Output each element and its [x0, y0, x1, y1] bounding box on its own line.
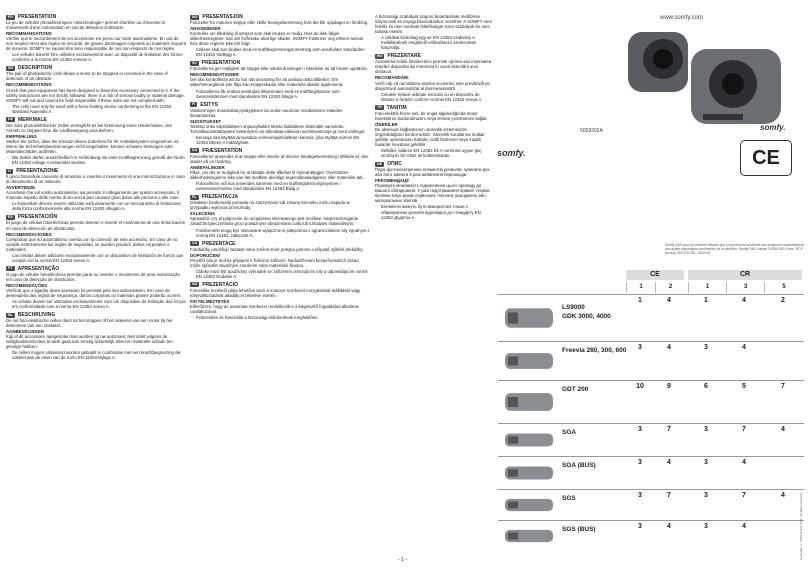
section-title: TANITIM	[386, 104, 407, 111]
section-body: Le jeu de cellules photoélectriques «Sitechnologie» permet d'arrêter ou d'inverser le mouvement d'une motorisation en cas de détection d'obstacle.	[6, 20, 166, 31]
language-code: PT	[8, 266, 13, 271]
section-title: PRÉSENTATION	[17, 14, 57, 20]
note-text: Fotocellerna får endast användas tillsammans med en kraftbegränsare som överensstämmer med standarden EN 12453 bilaga A.	[195, 88, 340, 99]
product-thumbnail	[500, 523, 560, 549]
row-value: 1	[638, 297, 642, 304]
section-body: Det ska kontrolleras att du har rätt utrustning för att ansluta detta tillbehör. Om säkerhetsreglerna inte följs kan kroppsskador eller materiella skador uppkomma.	[190, 77, 344, 88]
subheading: ANBEFALINGER	[190, 165, 225, 171]
warning-note	[375, 204, 493, 219]
subheading: RECOMMANDATIONS	[6, 31, 52, 37]
section-title: PREZENTACJA	[201, 194, 239, 201]
section-body: Accertarsi che sul vostro automatismo sia previsto il collegamento per questo accessorio. Il mancato rispetto delle norme di sicurezza può causare gravi danni alle persone o alle cose.	[6, 190, 180, 201]
note-text: Felszerelés és használat a biztonsági előírásoknak megfelelően.	[195, 315, 319, 321]
section-body: Пара фотоелектричних елементів дозволяє зупинити рух або його змінити в разі виявлення перешкоди.	[375, 167, 490, 178]
hand-icon: ☞	[190, 181, 194, 187]
section-body: Prověřit zda je možné připojení k řídicímu zařízení. Nedodržování bezpečnostních zásad může způsobit závažným zraněním nebo materiální škodou.	[190, 257, 359, 268]
language-code: ES	[8, 214, 13, 219]
hand-icon: ☞	[6, 103, 10, 109]
section-body: Der Satz photoelektrischer Zellen ermöglicht es bei Erkennung eines Hindernisses, den Antrieb zu stoppen bzw. die Laufbewegung umzukehren.	[6, 122, 173, 133]
row-value: 1	[704, 297, 708, 304]
section-body: Fotocellerna ger möjlighet att stoppa eller vända drivningen i händelse av att hinder upptäcks.	[190, 66, 368, 72]
subheading: FIGYELMEZTETÉS	[190, 298, 230, 304]
warning-note	[6, 104, 186, 114]
product-name: LS9000 GDK 3000, 4000	[562, 304, 611, 320]
language-code: IT	[8, 168, 12, 173]
page-number: - 1 -	[398, 557, 407, 563]
language-code: UK	[377, 161, 383, 166]
warning-note	[190, 269, 370, 279]
section-title: APRESENTAÇÃO	[17, 265, 60, 272]
subheading: REKOMMENDATIONER	[190, 72, 239, 78]
hand-icon: ☞	[6, 299, 10, 305]
ce-mark: CE	[740, 140, 792, 176]
row-value: 4	[667, 297, 671, 304]
row-value: 3	[638, 492, 642, 499]
language-code: DA	[192, 148, 198, 153]
language-section	[375, 14, 493, 50]
subheading: EMPFEHLUNG	[6, 133, 37, 139]
section-body: Ansamblul celule fotoelectrice permite oprirea sau inversarea mişcării dispozitivului motorizat în cazul detectării unui obstacol.	[375, 59, 492, 75]
row-value: 3	[638, 459, 642, 466]
column-number: 2	[655, 282, 685, 293]
note-text: Cellene skal kun brukes med en kraftbegrensningsinnretning som overholder standarden EN 12453 Vedlegg A.	[195, 47, 365, 58]
section-body: Check that your equipment has been designed to have this accessory connected to it. If the safety instructions are not strictly followed, there is a risk of serious bodily or material damage. SOMFY will not and cannot be held responsible if these rules are not complied with.	[6, 87, 185, 103]
language-code: SV	[192, 60, 197, 65]
row-value: 3	[704, 523, 708, 530]
group-cr: CR	[688, 270, 802, 280]
language-section	[6, 117, 186, 165]
language-section	[375, 161, 493, 219]
warning-note	[190, 228, 370, 238]
hand-icon: ☞	[6, 201, 10, 207]
section-body: De set foto-elektrische cellen dient tot het stoppen of het omkeren van een motor bij het detecteren van een obstakel.	[6, 318, 173, 329]
language-section	[190, 282, 370, 320]
row-value: 2	[781, 297, 785, 304]
row-value: 4	[742, 344, 746, 351]
section-body: Kijk of dit accessoire aangesloten kan worden op uw automaat. Niet strikt volgens de veiligheidsinstructies te werk gaan kan ernstig lichamelijk letsel en materiële schade ten gevolge hebben.	[6, 334, 173, 350]
language-code: CS	[192, 241, 197, 246]
warning-note	[6, 201, 186, 211]
row-value: 3	[704, 344, 708, 351]
row-value: 9	[667, 383, 671, 390]
somfy-logo-secondary: somfy.	[497, 148, 526, 158]
section-title: PREZENTACE	[202, 240, 236, 247]
warning-note	[375, 35, 493, 50]
section-body: O jogo de células fotoeléctricas permite parar ou inverter o movimento de uma motorização em caso de detecção de obstáculos.	[6, 271, 180, 282]
hand-icon: ☞	[375, 148, 379, 154]
section-title: PRESENTAZIONE	[16, 168, 59, 175]
section-title: MERKMALE	[18, 116, 47, 123]
product-thumbnail	[500, 459, 560, 487]
section-body: Verifi caţi că racordarea acestui accesoriu este prevăzută pe dispozitivul automatizat al dumneavoastră.	[375, 80, 490, 91]
somfy-logo: somfy.	[760, 123, 786, 132]
language-code: NL	[8, 312, 13, 317]
product-thumbnail	[500, 297, 560, 339]
hand-icon: ☞	[6, 350, 10, 356]
row-value: 10	[636, 383, 644, 390]
section-body: Fotocellerne anvendes til at stoppe eller ændre af drivens bevægelsesretning i tilfælde af, den støder på en hindring.	[190, 153, 369, 164]
section-body: Bu aksesuar bağlantısının otomatik sisteminizde öngörüldüğünü kontrol ediniz. Güvenlik kurallarına mutlak şekilde uyulmaması halinde, ciddi bedensel veya maddi hasarlar meydana gelebilir.	[375, 126, 485, 147]
section-body: Fotocellás érzékelő párja lehetővé teszi a motoros szerkezet mozgásának leállítását vagy irányváltoztatását akadály érzékelése esetén.	[190, 287, 361, 298]
section-title: ОПИС	[387, 161, 402, 168]
language-code: PL	[192, 194, 197, 199]
language-code: HU	[192, 282, 198, 287]
language-code: DE	[8, 117, 13, 122]
language-section	[190, 194, 370, 237]
row-value: 3	[638, 426, 642, 433]
subheading: РЕКОМЕНДАЦІЇ	[375, 178, 409, 184]
language-section	[6, 214, 186, 262]
hand-icon: ☞	[190, 315, 194, 321]
subheading: ZALECENIA	[190, 211, 216, 217]
section-body: Ellenőrizze, hogy az automata szerkezet rendelkezik-e a kiegészítő fogadására alkalmas csatlakozóval.	[190, 304, 359, 315]
language-section	[190, 102, 370, 145]
table-row	[498, 423, 804, 456]
product-name: SGS (BUS)	[562, 526, 596, 533]
language-section	[6, 266, 186, 309]
row-value: 3	[638, 344, 642, 351]
warning-note	[6, 350, 186, 360]
warning-note	[6, 299, 186, 309]
hand-icon: ☞	[190, 88, 194, 94]
section-title: PRESENTASJON	[202, 14, 243, 20]
subheading: RECOMANDĂRI	[375, 75, 409, 81]
hand-icon: ☞	[6, 252, 10, 258]
row-value: 7	[667, 492, 671, 499]
hand-icon: ☞	[6, 52, 10, 58]
product-thumbnail	[500, 383, 560, 421]
warning-note	[6, 253, 186, 263]
hand-icon: ☞	[190, 227, 194, 233]
warning-note	[375, 92, 493, 102]
note-text: A cellákat kizárólag egy az EN 12453 szabvány A mellékletének megfelelő erőkorlátozó szerkezettel használja.	[380, 35, 476, 51]
column-1	[6, 14, 186, 562]
section-body: Verificar que a ligação deste acessório foi prevista pelo seu automatismo. Em caso de desrespeito das regras de segurança, danos corporais ou materiais graves poderão ocorrer.	[6, 287, 182, 299]
table-row	[498, 380, 804, 423]
row-value: 3	[704, 492, 708, 499]
table-row	[498, 489, 804, 520]
table-row	[498, 341, 804, 380]
compatibility-table	[498, 270, 804, 551]
row-value: 4	[742, 297, 746, 304]
section-body: A biztonsági szabályok szigorú betartásának mellőzése súlyos testi és anyagi károsodáshoz vezethet. A SOMFY nem felelős és nem vonható felelősségre ezen szabályok be nem tartása esetén.	[375, 14, 492, 35]
subheading: DOPORUČENÍ	[190, 252, 220, 258]
section-body: The pair of photoelectric cells allows a motor to be stopped or reversed in the case of detection of an obstacle.	[6, 71, 168, 82]
note-text: As células devem ser utilizadas exclusivamente com um dispositivo de limitação das forças em conformidade com a norma EN 12453 Anexo A.	[11, 299, 186, 310]
hand-icon: ☞	[190, 47, 194, 53]
warning-note	[375, 148, 493, 158]
note-text: Fotokomórki mogą być stosowane wyłącznie w połączeniu z ogranicznikiem siły zgodnym z normą EN 12453, załącznik A.	[195, 227, 370, 238]
warning-note	[190, 47, 370, 57]
section-body: Tarkista onko käyttölaitteen ohjausyksikkö tämän lisälaitteen liitännälle varustettu. Turvallisuusmääräysten laiminlyönti voi aiheuttaa vakavia ruumiinvammoja ja muut vahingot.	[190, 123, 366, 134]
subheading: AVVERTENZE	[6, 185, 36, 191]
product-name: GDT 200	[562, 386, 589, 393]
note-text: Fotocellerne må kun anvendes sammen med en kraftbegrænsningssystem i overensstemmelse med standarden EN 12453 Bilag A.	[195, 181, 341, 192]
section-title: PRESENTACIÓN	[17, 214, 58, 221]
section-title: DESCRIPTION	[18, 65, 53, 72]
row-value: 7	[742, 426, 746, 433]
section-title: PREZENTARE	[387, 53, 421, 60]
subheading: SUOSITUKSET	[190, 118, 222, 124]
hand-icon: ☞	[190, 268, 194, 274]
column-3	[375, 14, 493, 562]
column-number: 5	[764, 282, 803, 293]
language-section	[190, 14, 370, 57]
section-body: Fotoceller for motoren stoppe eller skifte bevegelsesretning hvis det blir oppdaget en hindring.	[190, 20, 369, 25]
language-section	[6, 168, 186, 211]
hand-icon: ☞	[6, 155, 10, 161]
section-body: Stellen Sie sicher, dass der Einsatz dieses Zubehörs für Ihr Antriebssystem vorgesehen ist. Wenn die Sicherheitsbestimmungen nicht eingehalten, können schwere Störungen oder Materialschäden auftreten.	[6, 138, 180, 154]
warning-note	[190, 135, 370, 145]
section-body: Kontroller om tilkobling til utstyret som skal brukes er mulig. Hvis du ikke følger sikkerhetsreglene, kan det forårsake alvorlige skader. SOMFY fraskriver seg ethvert ansvar hvis disse reglene ikke blir fulgt.	[190, 31, 364, 47]
row-value: 4	[742, 459, 746, 466]
section-title: BESCHRIJVING	[17, 312, 56, 319]
language-code: FR	[8, 14, 13, 19]
subheading: AANBEVELINGEN	[6, 329, 45, 335]
language-code: FI	[192, 102, 196, 107]
row-value: 3	[704, 426, 708, 433]
language-section	[6, 14, 186, 62]
product-name: SGA (BUS)	[562, 462, 596, 469]
product-thumbnail	[500, 426, 560, 454]
row-value: 6	[704, 383, 708, 390]
note-text: Sellüller, sadece EN 12453 Ek A normuna uygun güç sınırlayıcı bir cihaz ile kullanılmalıdır.	[380, 148, 482, 159]
hand-icon: ☞	[190, 134, 194, 140]
warning-note	[6, 52, 186, 62]
column-number: 1	[688, 282, 726, 293]
product-name: Freevia 280, 300, 600	[562, 347, 627, 354]
subheading: RECOMENDACIONES	[6, 231, 52, 237]
row-value: 7	[742, 492, 746, 499]
table-row	[498, 520, 804, 551]
note-text: De cellen mogen uitsluitend worden gebruikt in combinatie met een krachtbegrenzing die voldoet aan de eisen van de norm EN 12453 Bijlage A.	[11, 350, 181, 361]
section-body: El juego de células fotoeléctricas permite detener o invertir el movimiento de una motorización en caso de detección de obstáculos.	[6, 220, 186, 231]
language-section	[190, 241, 370, 279]
note-text: The cells must only be used with a force limiting device conforming to the EN 12453 standard Appendix A.	[11, 103, 172, 114]
note-text: Die Zellen dürfen ausschließlich in Verbindung mit einer Kraftbegrenzung gemäß der Norm EN 12453 Anlage A verwendet werden.	[11, 155, 185, 166]
section-body: Sprawdzić czy przyłączenie do urządzenia sterowanego jest możliwe. Nieprzestrzeganie zasad bezpieczeństwa grozi poważnymi obrażeniami ciała lub szkodami materialnymi.	[190, 216, 359, 227]
hand-icon: ☞	[375, 91, 379, 97]
product-name: SGA	[562, 429, 577, 436]
section-body: Comprobar que su automatismo cuenta con la conexión de este accesorio. En caso de no cumplir estrictamente las reglas de seguridad, se pueden producir daños corporales o materiales.	[6, 236, 178, 252]
section-title: PRÆSENTATION	[202, 147, 243, 154]
note-text: Celulele trebuie utilizate exclusiv cu un dispozitiv de limitare a forţelor conform normei EN 12453 Anexa A.	[380, 91, 483, 102]
product-name: SGS	[562, 495, 576, 502]
language-section	[6, 65, 186, 113]
row-value: 4	[667, 459, 671, 466]
warning-note	[190, 315, 370, 320]
subheading: ÖNERİLER	[375, 121, 398, 127]
section-body: Działanie fotokomórki pozwala na zatrzymanie lub zmianę kierunku ruchu napędu w przypadku wykrycia przeszkody.	[190, 200, 350, 211]
section-body: Fotobuňky umožňují zastavit nebo změnit směr pohybu pohonu v případě zjištění překážky.	[190, 246, 364, 252]
row-value: 5	[742, 383, 746, 390]
warning-note	[6, 155, 186, 165]
section-body: Foto-elektrik hücre seti, bir engel algılandığında motor hareketinin durdurulmasını veya tersine çevrilmesini sağlar.	[375, 110, 488, 121]
row-value: 7	[781, 383, 785, 390]
section-title: ESITYS	[200, 101, 218, 108]
group-ce: CE	[626, 270, 684, 280]
language-section	[190, 148, 370, 191]
note-text: Kennoja saa käyttää ainoastaan voimanrajoitinlaitteen kanssa, joka täyttää normin EN 12453 liitteen A määräykset.	[195, 134, 360, 145]
conformity-note: Somfy SAS sous la présente déclare que ce produit est conforme aux exigences essentielles et aux autres dispositions pertinentes de la directive. Somfy SAS, capital 20.000.000 Euros, RCS Annecy 303.970.230 - 06/2015	[665, 243, 805, 255]
table-row	[498, 294, 804, 341]
column-2	[190, 14, 370, 562]
subheading: RECOMMENDATIONS	[6, 82, 52, 88]
hand-icon: ☞	[375, 204, 379, 210]
website-url: www.somfy.com	[660, 15, 703, 21]
note-text: Le fotocellule devono essere utilizzate esclusivamente con un meccanismo di limitazione della forza conformemente alla norma EN 12453 Allegato A.	[11, 201, 181, 212]
section-title: PREZENTÁCIÓ	[202, 281, 239, 288]
language-code: TR	[377, 105, 382, 110]
row-value: 7	[667, 426, 671, 433]
copyright-note: Copyright © 2015 Somfy SAS. All rights reserved.	[799, 492, 803, 560]
section-title: PRESENTATION	[201, 60, 241, 67]
row-value: 3	[704, 459, 708, 466]
section-body: Il gioco fotocellule consente di arrestare o invertire il movimento di una motorizzazione in caso di rilevamento di un ostacolo.	[6, 174, 185, 185]
row-value: 4	[667, 344, 671, 351]
table-header	[498, 270, 804, 294]
column-number: 1	[626, 282, 655, 293]
row-value: 3	[638, 523, 642, 530]
column-number: 3	[726, 282, 764, 293]
row-value: 4	[781, 492, 785, 499]
language-code: RO	[377, 53, 383, 58]
row-value: 4	[667, 523, 671, 530]
subheading: ANVISNINGER	[190, 26, 221, 32]
subheading: RECOMENDAÇÕES	[6, 282, 48, 288]
language-code: EN	[8, 65, 13, 70]
language-section	[6, 312, 186, 360]
warning-note	[190, 181, 370, 191]
product-thumbnail	[500, 344, 560, 378]
language-section	[190, 60, 370, 98]
note-text: Les cellules doivent être utilisées exclusivement avec un dispositif de limitation des forces conforme à la norme EN 12453 Annexe A.	[11, 52, 183, 63]
row-value: 4	[781, 426, 785, 433]
note-text: Las células deben utilizarse exclusivamente con un dispositivo de limitación de fuerza que cumpla con la norma EN 12453 Anexo A.	[11, 252, 184, 263]
section-body: Перевірте можливість підключення цього приладу до Вашого обладнання. У разі недотримання правил техніки безпеки існує ризик серйозних тілесних ушкоджень або матеріальних збитків.	[375, 183, 490, 204]
section-body: Valokennojen muodostaa pysäytyksen tai vedon suunnan muuttamisen esteiden ilmaantuessa.	[190, 107, 343, 118]
row-value: 4	[742, 523, 746, 530]
language-section	[375, 53, 493, 101]
section-body: Påse, om der er mulighed for at tilslutte dette tilbehør til styreanlægget. Overholdes sikkerhedsreglerne ikke kan det medføre alvorlige legemsbeskadigelser eller materielle tab.	[190, 170, 364, 181]
note-text: Елементи можуть бути використані тільки з обмежуючим зусилля відповідно до стандарту EN 12453 Додаток A.	[380, 204, 481, 220]
warning-note	[190, 89, 370, 99]
language-code: NO	[192, 14, 198, 19]
note-text: Články musí být používány výhradně se zařízením omezujícím síly a odpovídajícím normě EN 12453 Dodatek A.	[195, 268, 368, 279]
product-thumbnail	[500, 492, 560, 518]
language-section	[375, 105, 493, 158]
section-body: Vérifier que le raccordement de cet accessoire est prévu sur votre automatisme. En cas de non-respect strict des règles de sécurité, de graves dommages corporels ou matériels risquent de survenir. SOMFY ne saurait être tenu responsable de ces non-respects de ces règles.	[6, 36, 186, 52]
document-code: 5059202A	[580, 128, 603, 134]
hand-icon: ☞	[375, 35, 379, 41]
table-row	[498, 456, 804, 489]
